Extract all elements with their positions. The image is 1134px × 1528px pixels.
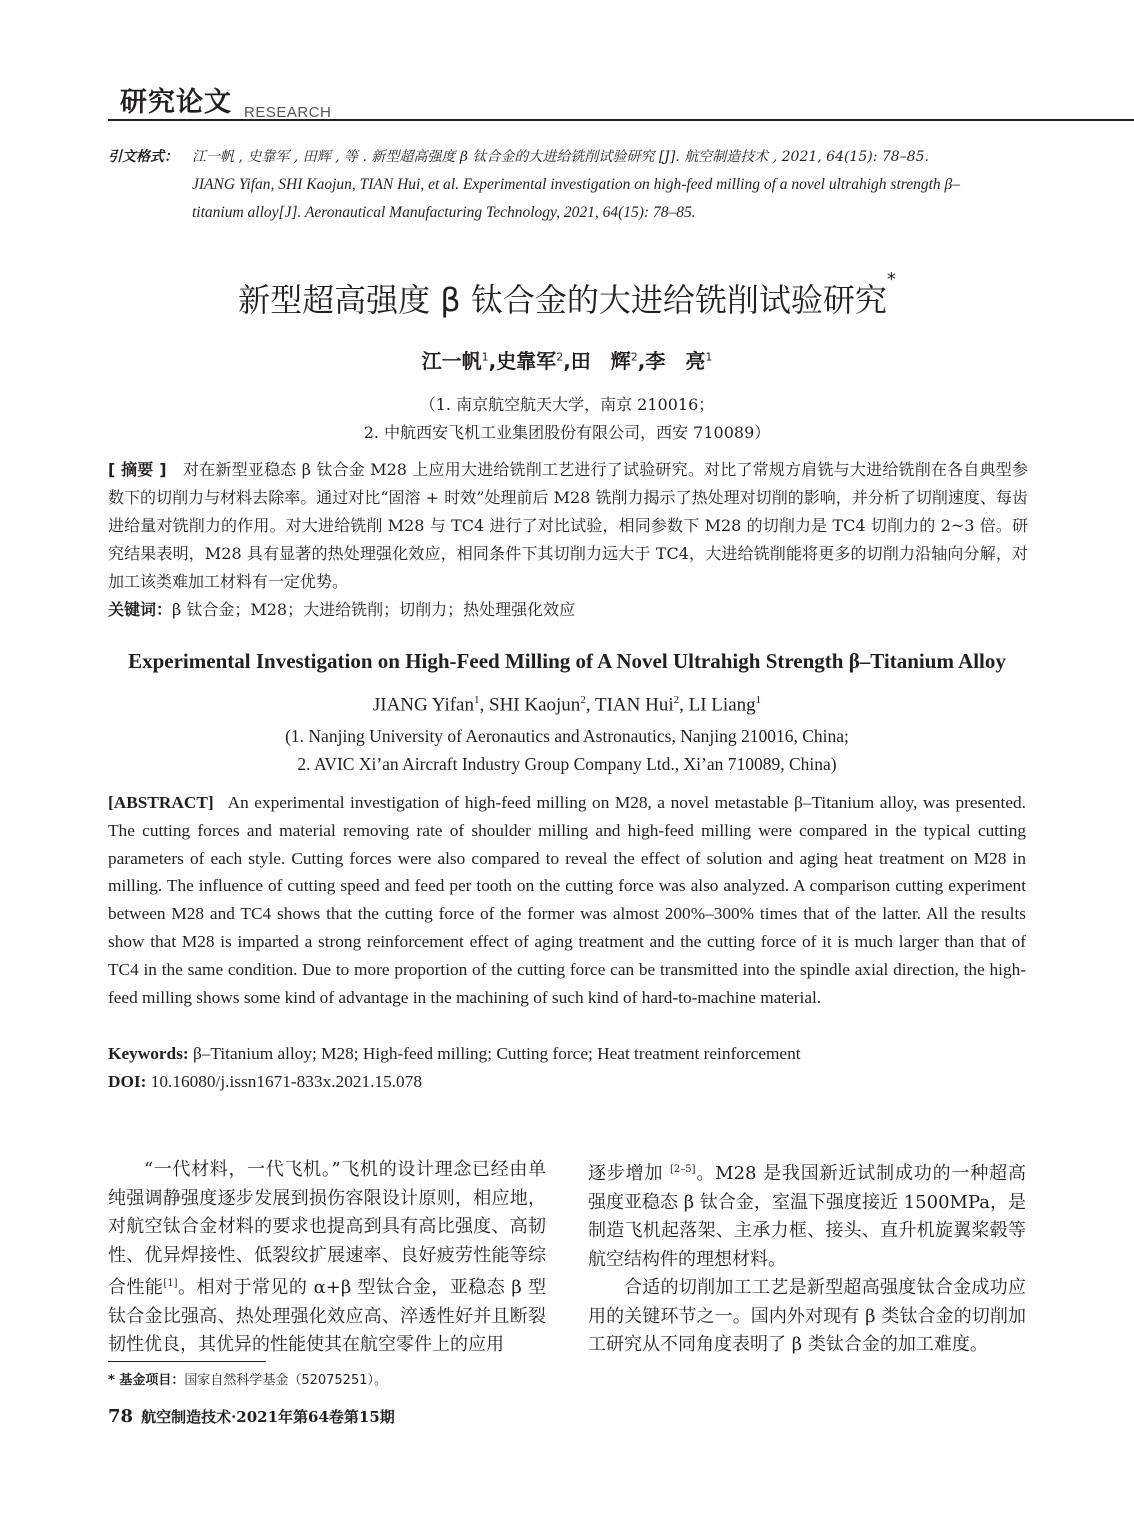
citation-zh: 江一帆 , 史靠军 , 田辉 , 等 . 新型超高强度 β 钛合金的大进给铣削试验研究 [J]. 航空制造技术 , 2021, 64(15): 78–85. (192, 149, 929, 165)
abstract-zh-text: 对在新型亚稳态 β 钛合金 M28 上应用大进给铣削工艺进行了试验研究。对比了常规方肩铣与大进给铣削在各自典型参数下的切削力与材料去除率。通过对比“固溶 + 时效”处理前后 M28 铣削力揭示了热处理对切削的影响，并分析了切削速度、每齿进给量对铣削力的作用。对大进给铣削 M28 与 TC4 进行了对比试验，相同参数下 M28 的切削力是 TC4 切削力的 2~3 倍。研究结果表明，M28 具有显著的热处理强化效应，相同条件下其切削力远大于 TC4，大进给铣削能将更多的切削力沿轴向分解，对加工该类难加工材料有一定优势。 (108, 460, 1028, 591)
page-footer (108, 1406, 395, 1427)
abstract-zh-label: [ 摘要 ] (108, 460, 167, 479)
page-number: 78 (108, 1406, 134, 1427)
author-aff: 2 (580, 694, 586, 706)
body-paragraph (588, 1156, 1026, 1274)
footnote-text: 国家自然科学基金（52075251）。 (184, 1373, 387, 1388)
body-text: 合适的切削加工工艺是新型超高强度钛合金成功应用的关键环节之一。国内外对现有 β 类钛合金的切削加工研究从不同角度表明了 β 类钛合金的加工难度。 (588, 1277, 1026, 1355)
author-zh: 李 亮 (645, 349, 706, 373)
citation-ref[interactable]: [1] (163, 1278, 178, 1289)
keywords-en-text: β–Titanium alloy; M28; High-feed milling; Cutting force; Heat treatment reinforcement (192, 1044, 801, 1063)
affiliation-zh-1: （1. 南京航空航天大学，南京 210016； (419, 395, 715, 414)
citation-en-line2: titanium alloy[J]. Aeronautical Manufacturing Technology, 2021, 64(15): 78–85. (192, 204, 696, 221)
affiliation-en-2: 2. AVIC Xi’an Aircraft Industry Group Company Ltd., Xi’an 710089, China) (297, 754, 837, 774)
abstract-en-label: [ABSTRACT] (108, 793, 214, 812)
citation-label: 引文格式： (108, 149, 178, 165)
author-aff: 1 (474, 694, 480, 706)
citation-ref[interactable]: [2–5] (669, 1164, 696, 1175)
keywords-zh-text: β 钛合金；M28；大进给铣削；切削力；热处理强化效应 (172, 600, 576, 619)
citation-en-line1: JIANG Yifan, SHI Kaojun, TIAN Hui, et al. Experimental investigation on high-feed milling of a novel ultrahigh strength β– (192, 176, 961, 193)
body-text: 逐步增加 (588, 1163, 664, 1184)
body-column-right (588, 1156, 1026, 1360)
author-aff: 2 (630, 350, 638, 364)
affiliation-en-1: (1. Nanjing University of Aeronautics and Astronautics, Nanjing 210016, China; (285, 726, 849, 746)
author-aff: 2 (556, 350, 564, 364)
author-en: JIANG Yifan (372, 694, 474, 716)
keywords-en-label: Keywords: (108, 1044, 189, 1063)
section-tag-en: RESEARCH (244, 104, 332, 121)
author-aff: 1 (481, 350, 489, 364)
title-zh (0, 269, 1134, 321)
author-aff: 1 (755, 694, 762, 706)
abstract-en (108, 789, 1026, 1011)
keywords-zh (108, 596, 1028, 624)
authors-en: JIANG Yifan$^1$, SHI Kaojun$^2$, TIAN Hui$^2$, LI Liang$^1$ (372, 694, 762, 716)
body-column-left (108, 1156, 546, 1360)
author-zh: 田 辉 (570, 349, 631, 373)
keywords-zh-label: 关键词： (108, 600, 173, 619)
author-aff: 2 (673, 694, 680, 706)
header-rule (108, 119, 1134, 121)
author-aff: 1 (705, 350, 713, 364)
title-footnote-mark: * (886, 269, 896, 290)
doi (108, 1068, 1026, 1096)
abstract-en-text: An experimental investigation of high-feed milling on M28, a novel metastable β–Titanium alloy, was presented. The cutting forces and material removing rate of shoulder milling and high-feed milling were compared in the typical cutting parameters of each style. Cutting forces were also compared to reveal the effect of solution and aging heat treatment on M28 in milling. The influence of cutting speed and feed per tooth on the cutting force was also analyzed. A comparison cutting experiment between M28 and TC4 shows that the cutting force of the former was almost 200%–300% times that of the latter. All the results show that M28 is imparted a strong reinforcement effect of aging treatment and the cutting force of it is much larger than that of TC4 in the same condition. Due to more proportion of the cutting force can be transmitted into the spindle axial direction, the high-feed milling shows some kind of advantage in the machining of such kind of hard-to-machine material. (108, 793, 1026, 1007)
title-zh-text: 新型超高强度 β 钛合金的大进给铣削试验研究 (238, 281, 887, 319)
section-tag: 研究论文 (120, 87, 232, 118)
footnote-label: * 基金项目： (108, 1373, 185, 1388)
authors-zh: 江一帆$^1$,史靠军$^2$,田 辉$^2$,李 亮$^1$ (421, 349, 713, 373)
keywords-en (108, 1040, 1026, 1068)
affiliation-zh-2: 2. 中航西安飞机工业集团股份有限公司，西安 710089） (363, 423, 771, 442)
body-paragraph (588, 1274, 1026, 1360)
doi-text: 10.16080/j.issn1671-833x.2021.15.078 (150, 1072, 422, 1091)
author-zh: 江一帆 (421, 349, 482, 373)
body-text: 。M28 是我国新近试制成功的一种超高强度亚稳态 β 钛合金，室温下强度接近 1500MPa，是制造飞机起落架、主承力框、接头、直升机旋翼桨毂等航空结构件的理想材料。 (588, 1163, 1027, 1270)
author-en: TIAN Hui (594, 694, 674, 716)
author-zh: 史靠军 (496, 349, 557, 373)
author-en: SHI Kaojun (489, 694, 581, 716)
author-en: LI Liang (688, 694, 756, 716)
body-text: 。相对于常见的 α+β 型钛合金，亚稳态 β 型钛合金比强高、热处理强化效应高、淬透性好并且断裂韧性优良，其优异的性能使其在航空零件上的应用 (108, 1277, 546, 1355)
footnote-rule (108, 1361, 266, 1362)
footnote (108, 1369, 387, 1388)
body-paragraph (108, 1156, 546, 1360)
doi-label: DOI: (108, 1072, 147, 1091)
abstract-zh (108, 456, 1028, 596)
journal-issue: 航空制造技术·2021年第64卷第15期 (141, 1408, 395, 1426)
body-text: “一代材料，一代飞机。”飞机的设计理念已经由单纯强调静强度逐步发展到损伤容限设计原则，相应地，对航空钛合金材料的要求也提高到具有高比强度、高韧性、优异焊接性、低裂纹扩展速率、良好疲劳性能等综合性能 (108, 1159, 546, 1298)
title-en: Experimental Investigation on High-Feed Milling of A Novel Ultrahigh Strength β–Titanium Alloy (128, 649, 1006, 673)
